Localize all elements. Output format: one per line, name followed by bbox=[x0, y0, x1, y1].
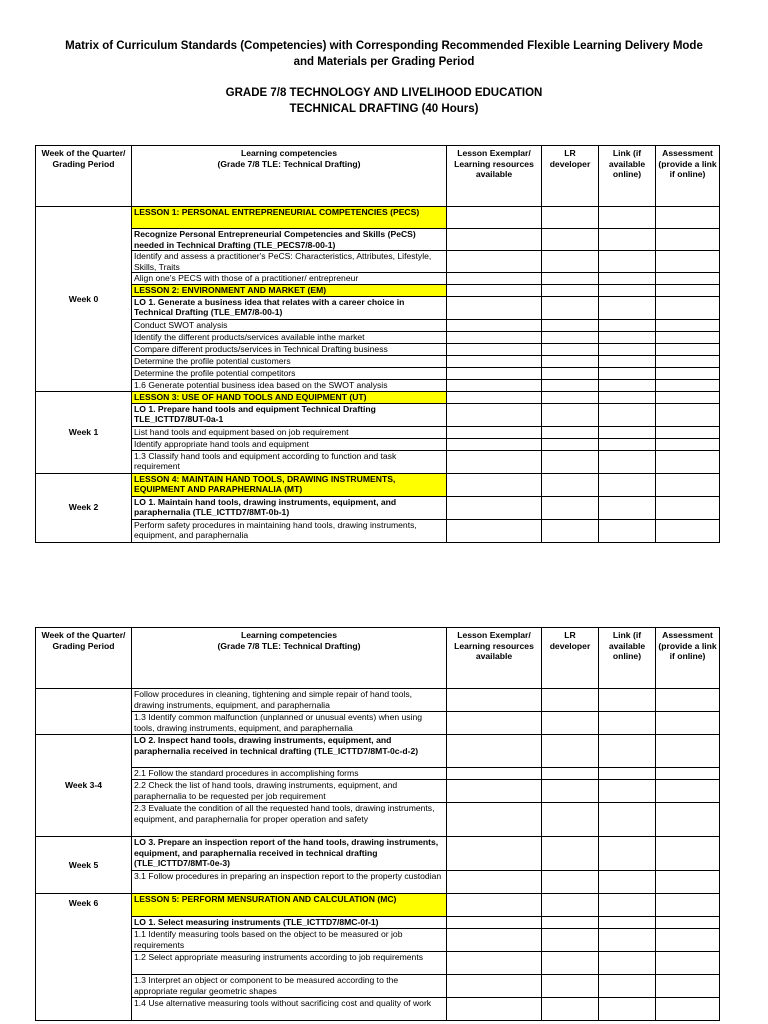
header-lr-developer: LR developer bbox=[542, 146, 599, 207]
week-cell: Week 5 bbox=[36, 837, 132, 894]
table-row bbox=[36, 343, 720, 355]
header-assessment: Assessment (provide a link if online) bbox=[656, 146, 720, 207]
table-row bbox=[36, 438, 720, 450]
table-row bbox=[36, 391, 720, 403]
competency-item: 3.1 Follow procedures in preparing an inspection report to the property custodian bbox=[132, 871, 447, 894]
subtitle-line-1: GRADE 7/8 TECHNOLOGY AND LIVELIHOOD EDUCATION bbox=[225, 87, 543, 99]
table-row bbox=[36, 689, 720, 712]
table-row bbox=[36, 803, 720, 837]
learning-outcome: LO 1. Maintain hand tools, drawing instruments, equipment, and paraphernalia (TLE_ICTTD7/8MT-0b-1) bbox=[132, 496, 447, 519]
table-row bbox=[36, 273, 720, 285]
table-row bbox=[36, 975, 720, 998]
competency-item: 2.2 Check the list of hand tools, drawing instruments, equipment, and paraphernalia to be requested per job requirement bbox=[132, 780, 447, 803]
header-competencies: Learning competencies (Grade 7/8 TLE: Technical Drafting) bbox=[132, 628, 447, 689]
title-line-1: Matrix of Curriculum Standards (Competencies) with Corresponding Recommended Flexible Learning Delivery Mode bbox=[65, 40, 703, 52]
table-row bbox=[36, 229, 720, 251]
table-row bbox=[36, 712, 720, 735]
table-row bbox=[36, 519, 720, 542]
competency-item: 1.3 Interpret an object or component to be measured according to the appropriate regular geometric shapes bbox=[132, 975, 447, 998]
learning-outcome: LO 1. Select measuring instruments (TLE_ICTTD7/8MC-0f-1) bbox=[132, 917, 447, 929]
header-assessment: Assessment (provide a link if online) bbox=[656, 628, 720, 689]
competency-item: 1.4 Use alternative measuring tools without sacrificing cost and quality of work bbox=[132, 998, 447, 1021]
table-row bbox=[36, 207, 720, 229]
table-row bbox=[36, 355, 720, 367]
table-row bbox=[36, 284, 720, 296]
week-cell: Week 3-4 bbox=[36, 735, 132, 837]
lesson-heading: LESSON 1: PERSONAL ENTREPRENEURIAL COMPETENCIES (PECS) bbox=[132, 207, 447, 229]
competency-table-1 bbox=[35, 145, 720, 543]
competency-item: 1.2 Select appropriate measuring instruments according to job requirements bbox=[132, 952, 447, 975]
competency-item: Determine the profile potential competitors bbox=[132, 367, 447, 379]
header-week: Week of the Quarter/ Grading Period bbox=[36, 628, 132, 689]
competency-item: Conduct SWOT analysis bbox=[132, 319, 447, 331]
header-week: Week of the Quarter/ Grading Period bbox=[36, 146, 132, 207]
table-row bbox=[36, 367, 720, 379]
competency-item: Perform safety procedures in maintaining hand tools, drawing instruments, equipment, and paraphernalia bbox=[132, 519, 447, 542]
week-cell: Week 6 bbox=[36, 894, 132, 1021]
header-link: Link (if available online) bbox=[599, 146, 656, 207]
competency-item: Follow procedures in cleaning, tightening and simple repair of hand tools, drawing instruments, equipment, and paraphernalia bbox=[132, 689, 447, 712]
document-title bbox=[0, 38, 768, 70]
table-row bbox=[36, 894, 720, 917]
competency-item: Determine the profile potential customers bbox=[132, 355, 447, 367]
week-cell: Week 2 bbox=[36, 473, 132, 542]
competency-item: Identify and assess a practitioner's PeCS: Characteristics, Attributes, Lifestyle, Skills, Traits bbox=[132, 251, 447, 273]
competency-item: 1.1 Identify measuring tools based on the object to be measured or job requirements bbox=[132, 929, 447, 952]
header-lesson-exemplar: Lesson Exemplar/ Learning resources available bbox=[447, 628, 542, 689]
table-row bbox=[36, 929, 720, 952]
subtitle-line-2: TECHNICAL DRAFTING (40 Hours) bbox=[289, 103, 479, 115]
week-cell: Week 0 bbox=[36, 207, 132, 392]
competency-item: 1.3 Classify hand tools and equipment according to function and task requirement bbox=[132, 450, 447, 473]
table-row bbox=[36, 780, 720, 803]
learning-outcome: LO 2. Inspect hand tools, drawing instruments, equipment, and paraphernalia received in technical drafting (TLE_ICTTD7/8MT-0c-d-2) bbox=[132, 735, 447, 768]
competency-item: Identify appropriate hand tools and equipment bbox=[132, 438, 447, 450]
table-row bbox=[36, 379, 720, 391]
table-row bbox=[36, 952, 720, 975]
table-row bbox=[36, 296, 720, 319]
learning-outcome: LO 1. Generate a business idea that relates with a career choice in Technical Drafting (TLE_EM7/8-00-1) bbox=[132, 296, 447, 319]
learning-outcome: LO 1. Prepare hand tools and equipment Technical Drafting TLE_ICTTD7/8UT-0a-1 bbox=[132, 403, 447, 426]
table-row bbox=[36, 998, 720, 1021]
title-line-2: and Materials per Grading Period bbox=[293, 56, 475, 68]
header-lesson-exemplar: Lesson Exemplar/ Learning resources available bbox=[447, 146, 542, 207]
table-row bbox=[36, 871, 720, 894]
learning-outcome: Recognize Personal Entrepreneurial Competencies and Skills (PeCS) needed in Technical Drafting (TLE_PECS7/8-00-1) bbox=[132, 229, 447, 251]
table-row bbox=[36, 426, 720, 438]
table-row bbox=[36, 450, 720, 473]
table-header-row bbox=[36, 628, 720, 689]
table-header-row bbox=[36, 146, 720, 207]
week-cell-empty bbox=[36, 689, 132, 735]
competency-item: 2.1 Follow the standard procedures in accomplishing forms bbox=[132, 768, 447, 780]
table-row bbox=[36, 403, 720, 426]
week-cell: Week 1 bbox=[36, 391, 132, 473]
lesson-heading: LESSON 2: ENVIRONMENT AND MARKET (EM) bbox=[132, 284, 447, 296]
header-lr-developer: LR developer bbox=[542, 628, 599, 689]
competency-item: 2.3 Evaluate the condition of all the requested hand tools, drawing instruments, equipment, and paraphernalia for proper operation and safety bbox=[132, 803, 447, 837]
competency-item: Compare different products/services in Technical Drafting business bbox=[132, 343, 447, 355]
lesson-heading: LESSON 5: PERFORM MENSURATION AND CALCULATION (MC) bbox=[132, 894, 447, 917]
lesson-heading: LESSON 4: MAINTAIN HAND TOOLS, DRAWING INSTRUMENTS, EQUIPMENT AND PARAPHERNALIA (MT) bbox=[132, 473, 447, 496]
competency-item: 1.3 Identify common malfunction (unplanned or unusual events) when using tools, drawing instruments, equipment, and paraphernalia bbox=[132, 712, 447, 735]
table-row bbox=[36, 496, 720, 519]
table-row bbox=[36, 837, 720, 871]
table-row bbox=[36, 768, 720, 780]
table-row bbox=[36, 917, 720, 929]
table-row bbox=[36, 473, 720, 496]
table-row bbox=[36, 319, 720, 331]
header-link: Link (if available online) bbox=[599, 628, 656, 689]
competency-item: 1.6 Generate potential business idea based on the SWOT analysis bbox=[132, 379, 447, 391]
header-competencies: Learning competencies (Grade 7/8 TLE: Technical Drafting) bbox=[132, 146, 447, 207]
table-row bbox=[36, 735, 720, 768]
table-row bbox=[36, 251, 720, 273]
learning-outcome: LO 3. Prepare an inspection report of the hand tools, drawing instruments, equipment, and paraphernalia received in technical drafting (TLE_ICTTD7/8MT-0e-3) bbox=[132, 837, 447, 871]
lesson-heading: LESSON 3: USE OF HAND TOOLS AND EQUIPMENT (UT) bbox=[132, 391, 447, 403]
competency-item: Identify the different products/services available inthe market bbox=[132, 331, 447, 343]
competency-item: List hand tools and equipment based on job requirement bbox=[132, 426, 447, 438]
table-row bbox=[36, 331, 720, 343]
competency-item: Align one's PECS with those of a practitioner/ entrepreneur bbox=[132, 273, 447, 285]
competency-table-2 bbox=[35, 627, 720, 1021]
document-subtitle bbox=[0, 85, 768, 117]
